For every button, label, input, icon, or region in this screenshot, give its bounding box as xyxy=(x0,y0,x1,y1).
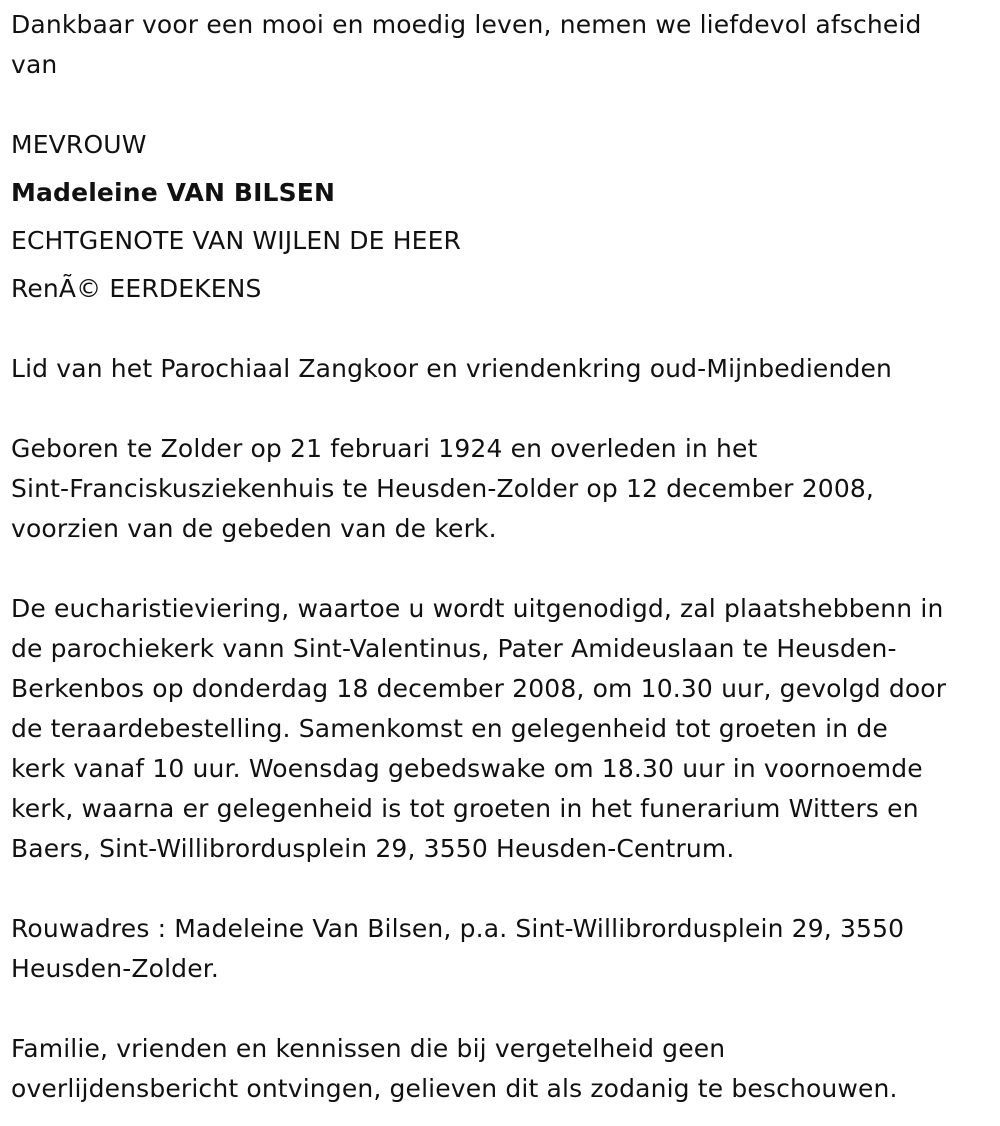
birth-death-line: Geboren te Zolder op 21 februari 1924 en overleden in het xyxy=(11,434,758,463)
address-line: Rouwadres : Madeleine Van Bilsen, p.a. Sint-Willibrordusplein 29, 3550 xyxy=(11,914,905,943)
ceremony-line: de teraardebestelling. Samenkomst en gelegenheid tot groeten in de xyxy=(11,714,888,743)
deceased-relation: ECHTGENOTE VAN WIJLEN DE HEER xyxy=(11,226,462,255)
ceremony-line: kerk vanaf 10 uur. Woensdag gebedswake om 18.30 uur in voornoemde xyxy=(11,754,923,783)
ceremony-line: de parochiekerk vann Sint-Valentinus, Pater Amideuslaan te Heusden- xyxy=(11,634,897,663)
ceremony-line: Berkenbos op donderdag 18 december 2008, om 10.30 uur, gevolgd door xyxy=(11,674,947,703)
membership-text: Lid van het Parochiaal Zangkoor en vriendenkring oud-Mijnbedienden xyxy=(11,354,892,383)
intro-line-2: van xyxy=(11,50,58,79)
ceremony-line: Baers, Sint-Willibrordusplein 29, 3550 Heusden-Centrum. xyxy=(11,834,735,863)
closing-line: overlijdensbericht ontvingen, gelieven dit als zodanig te beschouwen. xyxy=(11,1074,898,1103)
intro-line-1: Dankbaar voor een mooi en moedig leven, nemen we liefdevol afscheid xyxy=(11,10,922,39)
ceremony-line: De eucharistieviering, waartoe u wordt uitgenodigd, zal plaatshebbenn in xyxy=(11,594,944,623)
address-line: Heusden-Zolder. xyxy=(11,954,219,983)
closing-line: Familie, vrienden en kennissen die bij vergetelheid geen xyxy=(11,1034,726,1063)
deceased-name: Madeleine VAN BILSEN xyxy=(11,178,336,207)
spouse-name: RenÃ© EERDEKENS xyxy=(11,274,262,303)
birth-death-line: Sint-Franciskusziekenhuis te Heusden-Zolder op 12 december 2008, xyxy=(11,474,875,503)
deceased-title: MEVROUW xyxy=(11,130,147,159)
ceremony-line: kerk, waarna er gelegenheid is tot groeten in het funerarium Witters en xyxy=(11,794,919,823)
birth-death-line: voorzien van de gebeden van de kerk. xyxy=(11,514,497,543)
